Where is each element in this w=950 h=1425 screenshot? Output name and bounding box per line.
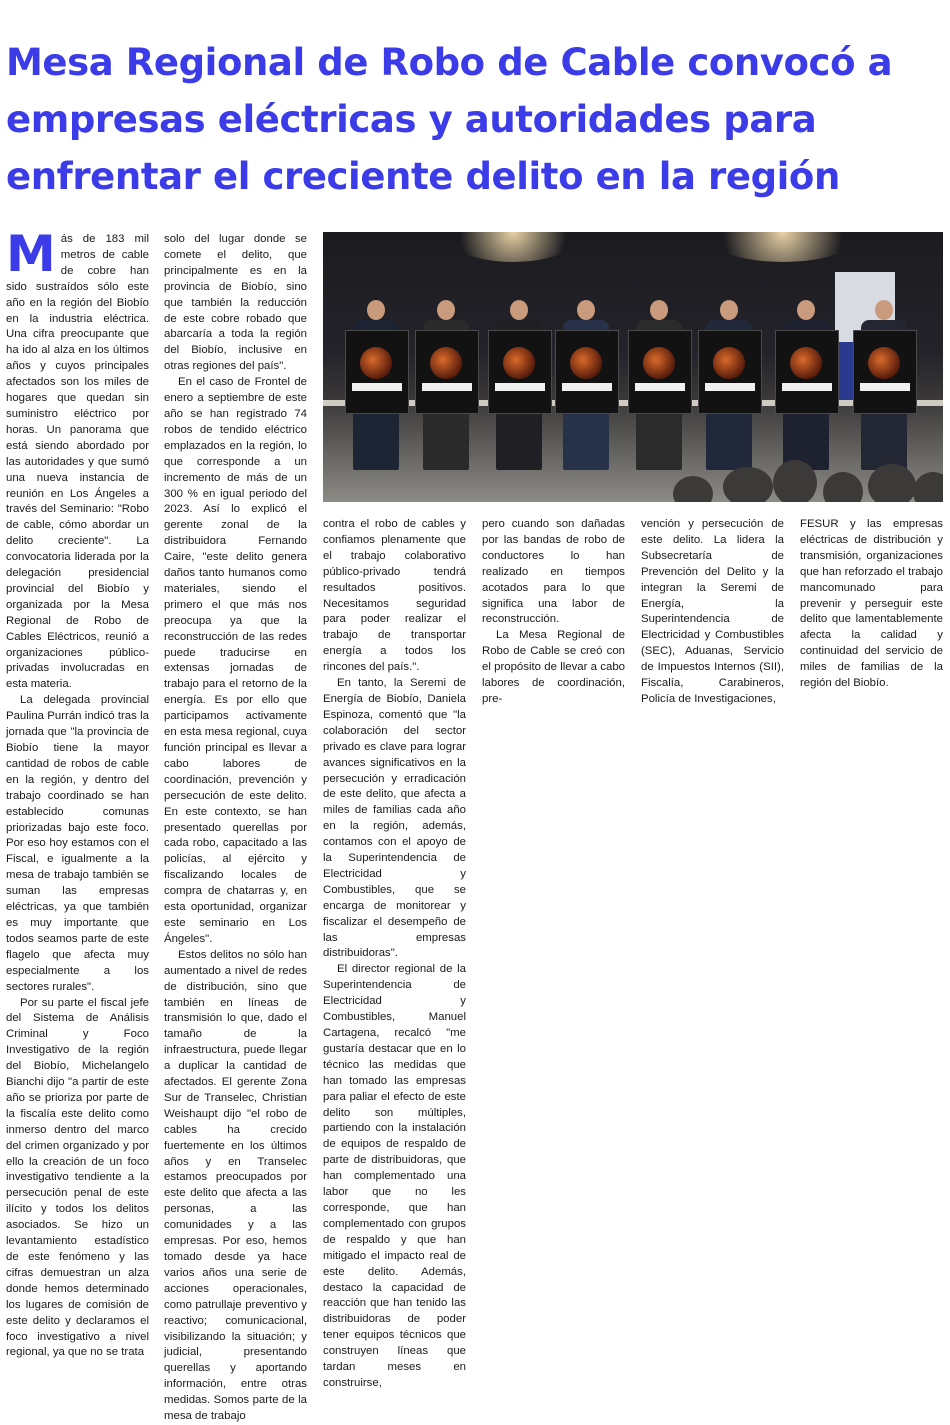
campaign-poster <box>853 330 917 414</box>
article-paragraph: En el caso de Frontel de enero a septiembre de este año se han registrado 74 robos de tendido eléctrico emplazados en la región, lo que corresponde a un incremento de más de un 300 % en igual periodo del 2023. Así lo explicó el gerente zonal de la distribuidora Fernando Caire, "este delito genera daños tanto humanos como materiales, siendo el primero el que más nos preocupa ya que la reconstrucción de las redes puede traducirse en extensas jornadas de trabajo para el retorno de la energía. Es por ello que participamos activamente en esta mesa regional, cuya función principal es llevar a cabo labores de coordinación, prevención y persecución de este delito. En este contexto, se han presentado querellas por cada robo, capacitado a las policías, al ejército y fiscalizando locales de compra de chatarras y, en esta oportunidad, organizar este seminario en Los Ángeles". <box>164 376 307 945</box>
campaign-poster <box>555 330 619 414</box>
article-column-3 <box>323 517 466 1392</box>
article-paragraph: Por su parte el fiscal jefe del Sistema de Análisis Criminal y Foco Investigativo de la región del Biobío, Michelangelo Bianchi dijo "a partir de este año se prioriza por parte de la fiscalía este delito como inmerso dentro del marco del crimen organizado y por ello la creación de un foco investigativo tendiente a la persecución penal de este ilícito y todos los delitos asociados. Se hizo un levantamiento estadístico de este fenómeno y las cifras demuestran un alza donde hemos determinado los lugares de comisión de este delito y declaramos el foco investigativo a nivel regional, ya que no se trata <box>6 996 149 1359</box>
article-paragraph: pero cuando son dañadas por las bandas de robo de conductores lo han realizado en tiempos acotados para lo que significa una labor de reconstrucción. <box>482 518 625 626</box>
article-paragraph: La Mesa Regional de Robo de Cable se creó con el propósito de llevar a cabo labores de coordinación, pre- <box>482 629 625 705</box>
campaign-poster <box>345 330 409 414</box>
campaign-poster <box>628 330 692 414</box>
article-paragraph: vención y persecución de este delito. La lidera la Subsecretaría de Prevención del Delito y la integran la Seremi de Energía, la Superintendencia de Electricidad y Combustibles (SEC), Aduanas, Servicio de Impuestos Internos (SII), Fiscalía, Carabineros, Policía de Investigaciones, <box>641 518 784 705</box>
campaign-poster <box>488 330 552 414</box>
article-paragraph: Estos delitos no sólo han aumentado a nivel de redes de distribución, sino que también en líneas de transmisión lo que, dado el tamaño de la infraestructura, puede llegar a duplicar la cantidad de afectados. El gerente Zona Sur de Transelec, Christian Weishaupt dijo "el robo de cables ha crecido fuertemente en los últimos años y en Transelec estamos preocupados por este delito que afecta a las personas, a las comunidades y a las empresas. Por eso, hemos tomado desde ya hace varios años una serie de acciones operacionales, como patrullaje preventivo y reactivo; comunicacional, visibilizando la situación; y judicial, presentando querellas y aportando información, entre otras medidas. Somos parte de la mesa de trabajo <box>164 948 307 1423</box>
article-paragraph: En tanto, la Seremi de Energía de Biobío, Daniela Espinoza, comentó que "la colaboración del sector privado es clave para lograr avances significativos en la persecución y erradicación de este delito, que afecta a miles de familias cada año en la región, además, contamos con el apoyo de la Superintendencia de Electricidad y Combustibles, que se encarga de monitorear y fiscalizar el desempeño de las empresas distribuidoras". <box>323 677 466 960</box>
article-paragraph: solo del lugar donde se comete el delito, que principalmente es en la provincia de Biobío, sino que también la reducción de este cobre robado que abarcaría a toda la región del Biobío, inclusive en otras regiones del país". <box>164 233 307 373</box>
drop-cap: M <box>6 225 56 283</box>
campaign-poster <box>415 330 479 414</box>
article-paragraph: La delegada provincial Paulina Purrán indicó tras la jornada que "la provincia de Biobío tiene la mayor cantidad de robos de cable en la región, y dentro del trabajo coordinado se han establecido comunas priorizadas bajo este foco. Por eso hoy estamos con el Fiscal, e igualmente a la mesa de trabajo también se suman las empresas eléctricas, ya que también es muy importante que todos seamos parte de este flagelo que afecta muy especialmente a los sectores rurales". <box>6 694 149 993</box>
campaign-poster <box>775 330 839 414</box>
article-paragraph: El director regional de la Superintendencia de Electricidad y Combustibles, Manuel Cartagena, recalcó "me gustaría destacar que en lo técnico las medidas que han tomado las empresas para paliar el efecto de este delito son múltiples, partiendo con la instalación de equipos de respaldo de parte de distribuidoras, que han complementado una labor que no les corresponde, que han complementado con grupos de respaldo y que han mitigado el impacto real de este delito. Además, destaco la capacidad de reacción que han tenido las distribuidoras de poder tener equipos técnicos que construyen líneas que tardan meses en construirse, <box>323 963 466 1389</box>
article-paragraph: Más de 183 mil metros de cable de cobre han sido sustraídos sólo este año en la región del Biobío en la industria eléctrica. Una cifra preocupante que ha ido al alza en los últimos años y cuyos principales afectados son los miles de hogares que quedan sin suministro eléctrico por horas. Un panorama que está siendo abordado por las autoridades y que sumó una nueva instancia de reunión en Los Ángeles a través del Seminario: "Robo de cable, cómo abordar un delito creciente". La convocatoria liderada por la delegación presidencial provincial del Biobío y organizada por la Mesa Regional de Robo de Cables Eléctricos, reunió a organizaciones público-privadas involucradas en esta materia. <box>6 225 149 691</box>
article-headline: Mesa Regional de Robo de Cable convocó a empresas eléctricas y autoridades para enfrentar el creciente delito en la región <box>6 41 893 198</box>
campaign-poster <box>698 330 762 414</box>
article-paragraph: contra el robo de cables y confiamos plenamente que el trabajo colaborativo público-privado tendrá resultados positivos. Necesitamos seguridad para poder realizar el trabajo de transportar energía a todos los rincones del país.". <box>323 518 466 674</box>
article-column-2 <box>164 232 307 1425</box>
article-column-1 <box>6 225 149 1361</box>
article-column-6 <box>800 517 943 692</box>
article-paragraph: FESUR y las empresas eléctricas de distribución y transmisión, organizaciones que han reforzado el trabajo mancomunado para prevenir y perseguir este delito que lamentablemente afecta la calidad y continuidad del servicio de miles de familias de la región del Biobío. <box>800 518 943 690</box>
article-column-4 <box>482 517 625 708</box>
article-column-5 <box>641 517 784 708</box>
article-photo <box>323 232 943 502</box>
